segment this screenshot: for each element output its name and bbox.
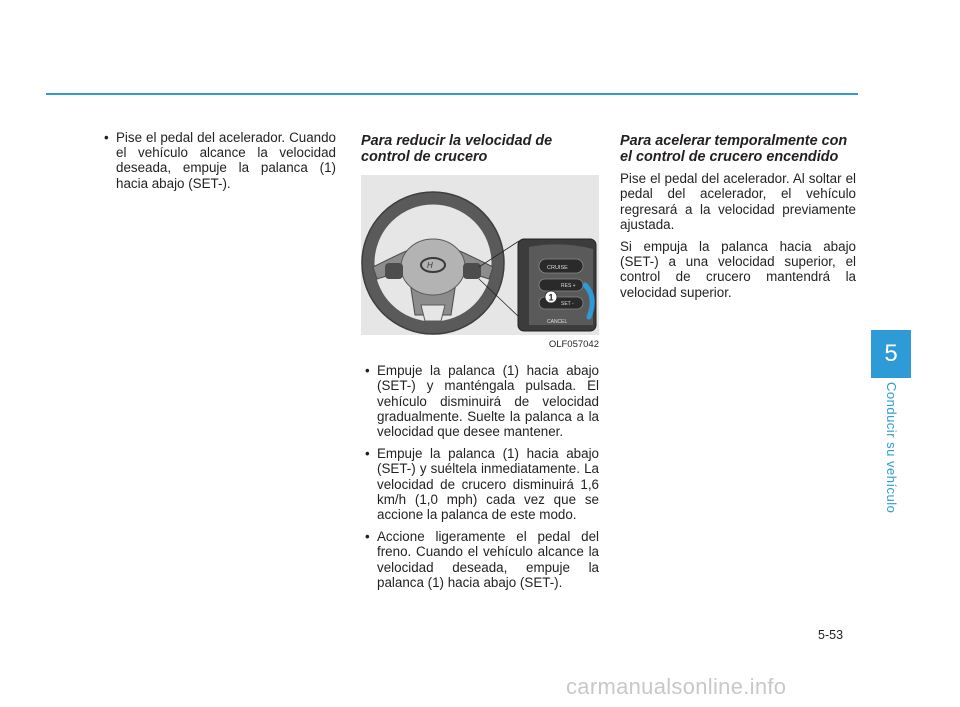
svg-text:H: H bbox=[427, 261, 433, 271]
bullet-list bbox=[100, 130, 336, 191]
section-heading-accelerate: Para acelerar temporalmente con el control de crucero encendido bbox=[620, 133, 848, 165]
bullet-item: • Pise el pedal del acelerador. Cuando el vehículo alcance la velocidad deseada, empuje la palanca (1) hacia abajo (SET-). bbox=[100, 130, 336, 191]
set-label: SET - bbox=[561, 301, 574, 308]
paragraph: Pise el pedal del acelerador. Al soltar el pedal del acelerador, el vehículo regresará a la velocidad previamente ajustada. bbox=[620, 171, 856, 232]
bullet-list bbox=[361, 363, 599, 590]
cruise-label: CRUISE bbox=[547, 265, 568, 272]
chapter-number-tab: 5 bbox=[871, 330, 911, 378]
paragraph: Si empuja la palanca hacia abajo (SET-) a una velocidad superior, el control de crucero mantendrá la velocidad superior. bbox=[620, 239, 856, 300]
bullet-item: • Empuje la palanca (1) hacia abajo (SET-) y manténgala pulsada. El vehículo disminuirá de velocidad gradualmente. Suelte la palanca a la velocidad que desee mantener. bbox=[361, 363, 599, 439]
section-heading-reduce-speed: Para reducir la velocidad de control de crucero bbox=[361, 133, 553, 165]
page-number: 5-53 bbox=[818, 628, 844, 642]
column-3 bbox=[620, 134, 856, 307]
column-1 bbox=[100, 130, 336, 198]
chapter-title-text: Conducir su vehículo bbox=[884, 382, 899, 514]
bullet-item: • Empuje la palanca (1) hacia abajo (SET-) y suéltela inmediatamente. La velocidad de crucero disminuirá 1,6 km/h (1,0 mph) cada vez que se accione la palanca de este modo. bbox=[361, 446, 599, 522]
column-2 bbox=[361, 134, 599, 597]
header-rule bbox=[46, 93, 858, 95]
watermark: carmanualsonline.info bbox=[566, 674, 787, 699]
steering-wheel-figure bbox=[361, 175, 599, 335]
steering-wheel-illustration bbox=[361, 175, 599, 335]
res-label: RES + bbox=[561, 283, 576, 290]
callout-number: 1 bbox=[548, 292, 554, 303]
chapter-title bbox=[871, 382, 911, 522]
figure-code: OLF057042 bbox=[548, 339, 599, 351]
cancel-label: CANCEL bbox=[547, 319, 568, 326]
bullet-item: • Accione ligeramente el pedal del freno. Cuando el vehículo alcance la velocidad deseada, empuje la palanca (1) hacia abajo (SET-). bbox=[361, 529, 599, 590]
